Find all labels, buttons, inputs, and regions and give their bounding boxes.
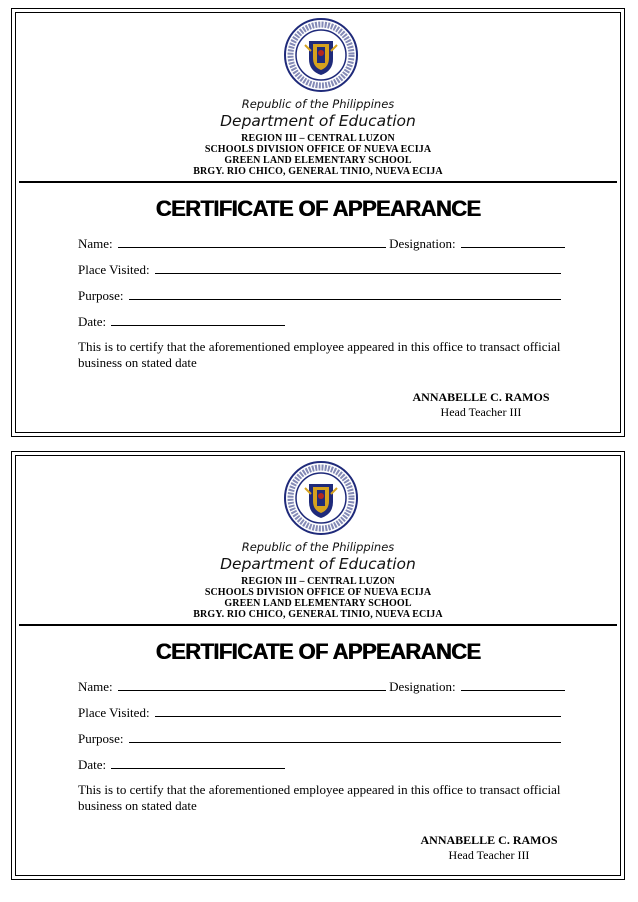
date-field[interactable] <box>111 756 285 769</box>
certificate-title: CERTIFICATE OF APPEARANCE <box>155 196 481 221</box>
school-name: GREEN LAND ELEMENTARY SCHOOL <box>224 155 412 166</box>
name-field[interactable] <box>118 678 386 691</box>
date-row <box>78 313 285 330</box>
republic-line: Republic of the Philippines <box>241 540 395 554</box>
department-name: Department of Education <box>220 112 416 130</box>
region-line: REGION III – CENTRAL LUZON <box>241 576 395 587</box>
place-visited-field[interactable] <box>155 704 561 717</box>
designation-label: Designation: <box>389 679 456 694</box>
designation-field[interactable] <box>461 235 565 248</box>
designation-label: Designation: <box>389 236 456 251</box>
certificate-card <box>11 8 625 437</box>
purpose-field[interactable] <box>129 287 561 300</box>
name-label: Name: <box>78 236 113 251</box>
place-row <box>78 261 561 278</box>
purpose-label: Purpose: <box>78 731 124 746</box>
republic-line: Republic of the Philippines <box>241 97 395 111</box>
date-label: Date: <box>78 757 107 772</box>
place-visited-label: Place Visited: <box>78 705 150 720</box>
certificate-title: CERTIFICATE OF APPEARANCE <box>155 639 481 664</box>
deped-seal-icon <box>283 17 359 93</box>
signatory-title: Head Teacher III <box>440 405 522 419</box>
date-label: Date: <box>78 314 107 329</box>
header-divider <box>19 624 617 626</box>
purpose-row <box>78 287 561 304</box>
signatory-name: ANNABELLE C. RAMOS <box>420 833 558 847</box>
division-line: SCHOOLS DIVISION OFFICE OF NUEVA ECIJA <box>204 144 432 155</box>
name-row <box>78 235 565 252</box>
designation-field[interactable] <box>461 678 565 691</box>
date-row <box>78 756 285 773</box>
signatory-title: Head Teacher III <box>448 848 530 862</box>
name-label: Name: <box>78 679 113 694</box>
name-row <box>78 678 565 695</box>
name-field[interactable] <box>118 235 386 248</box>
certification-text: This is to certify that the aforementioned employee appeared in this office to transact official business on stated date <box>78 339 561 370</box>
place-visited-field[interactable] <box>155 261 561 274</box>
region-line: REGION III – CENTRAL LUZON <box>241 133 395 144</box>
signatory-name: ANNABELLE C. RAMOS <box>412 390 550 404</box>
certificate-card <box>11 451 625 880</box>
certification-text: This is to certify that the aforementioned employee appeared in this office to transact official business on stated date <box>78 782 561 813</box>
division-line: SCHOOLS DIVISION OFFICE OF NUEVA ECIJA <box>204 587 432 598</box>
school-address: BRGY. RIO CHICO, GENERAL TINIO, NUEVA ECIJA <box>193 609 443 620</box>
date-field[interactable] <box>111 313 285 326</box>
deped-seal-icon <box>283 460 359 536</box>
place-visited-label: Place Visited: <box>78 262 150 277</box>
purpose-field[interactable] <box>129 730 561 743</box>
place-row <box>78 704 561 721</box>
header-divider <box>19 181 617 183</box>
school-name: GREEN LAND ELEMENTARY SCHOOL <box>224 598 412 609</box>
purpose-label: Purpose: <box>78 288 124 303</box>
department-name: Department of Education <box>220 555 416 573</box>
school-address: BRGY. RIO CHICO, GENERAL TINIO, NUEVA ECIJA <box>193 166 443 177</box>
purpose-row <box>78 730 561 747</box>
